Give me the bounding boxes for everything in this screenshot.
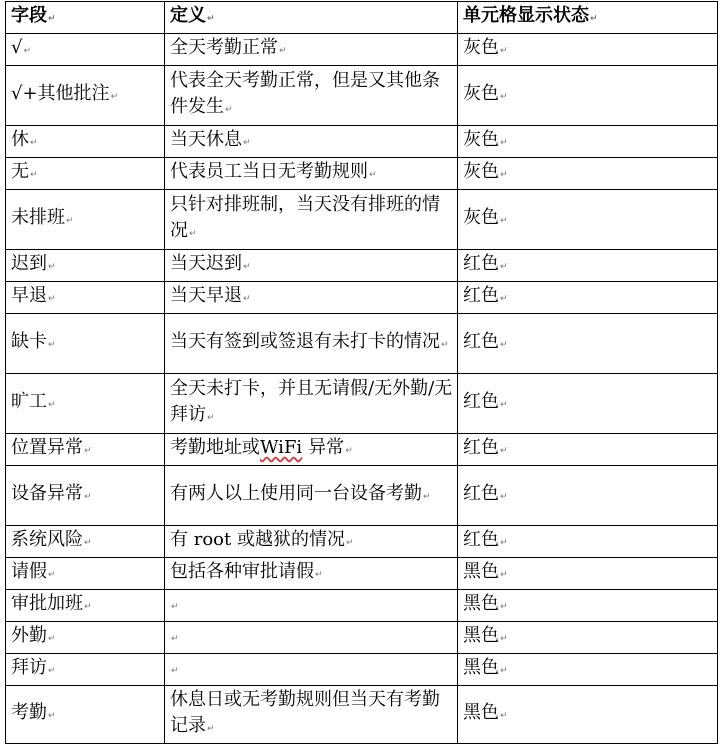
paragraph-mark-icon [500, 446, 508, 456]
field-cell: 审批加班↵ [6, 590, 165, 622]
definition-cell: 休息日或无考勤规则但当天有考勤记录↵ [165, 686, 458, 744]
paragraph-mark-icon [84, 602, 92, 612]
paragraph-mark-icon [500, 711, 508, 721]
paragraph-mark-icon [225, 105, 233, 115]
paragraph-mark-icon [423, 492, 431, 502]
definition-cell: 全天考勤正常↵ [165, 34, 458, 66]
definition-cell: 考勤地址或WiFi 异常↵ [165, 434, 458, 466]
definition-cell: 当天休息↵ [165, 126, 458, 158]
paragraph-mark-icon [30, 170, 38, 180]
paragraph-mark-icon [279, 46, 287, 56]
field-cell: 迟到↵ [6, 250, 165, 282]
definition-cell: 包括各种审批请假↵ [165, 558, 458, 590]
paragraph-mark-icon [48, 14, 56, 24]
paragraph-mark-icon [500, 294, 508, 304]
field-cell: 拜访↵ [6, 654, 165, 686]
field-cell: 早退↵ [6, 282, 165, 314]
header-cell: 定义↵ [165, 2, 458, 34]
field-cell: 系统风险↵ [6, 526, 165, 558]
paragraph-mark-icon [171, 634, 179, 644]
table-row [6, 686, 718, 744]
paragraph-mark-icon [345, 446, 353, 456]
table-row [6, 34, 718, 66]
paragraph-mark-icon [500, 216, 508, 226]
paragraph-mark-icon [30, 138, 38, 148]
document-page [5, 1, 718, 744]
status-cell: 红色↵ [458, 526, 718, 558]
paragraph-mark-icon [84, 538, 92, 548]
paragraph-mark-icon [171, 666, 179, 676]
field-cell: 休↵ [6, 126, 165, 158]
definition-cell: 当天迟到↵ [165, 250, 458, 282]
table-row [6, 590, 718, 622]
paragraph-mark-icon [207, 413, 215, 423]
status-cell: 灰色↵ [458, 66, 718, 126]
paragraph-mark-icon [500, 262, 508, 272]
paragraph-mark-icon [500, 602, 508, 612]
paragraph-mark-icon [189, 229, 197, 239]
table-row [6, 250, 718, 282]
table-row [6, 66, 718, 126]
status-cell: 灰色↵ [458, 190, 718, 250]
table-row [6, 526, 718, 558]
status-cell: 红色↵ [458, 250, 718, 282]
paragraph-mark-icon [315, 570, 323, 580]
field-cell: 位置异常↵ [6, 434, 165, 466]
paragraph-mark-icon [243, 138, 251, 148]
status-cell: 灰色↵ [458, 158, 718, 190]
paragraph-mark-icon [500, 138, 508, 148]
paragraph-mark-icon [500, 46, 508, 56]
paragraph-mark-icon [48, 666, 56, 676]
paragraph-mark-icon [500, 492, 508, 502]
field-cell: 外勤↵ [6, 622, 165, 654]
field-cell: 请假↵ [6, 558, 165, 590]
field-cell: 缺卡↵ [6, 314, 165, 374]
definition-cell: 当天早退↵ [165, 282, 458, 314]
paragraph-mark-icon [500, 170, 508, 180]
status-cell: 黑色↵ [458, 686, 718, 744]
paragraph-mark-icon [346, 538, 354, 548]
definition-cell: 只针对排班制，当天没有排班的情况↵ [165, 190, 458, 250]
field-cell: 设备异常↵ [6, 466, 165, 526]
paragraph-mark-icon [243, 294, 251, 304]
spellcheck-underlined-word: WiFi [260, 437, 303, 458]
definition-cell [165, 622, 458, 654]
paragraph-mark-icon [48, 711, 56, 721]
definition-cell: 当天有签到或签退有未打卡的情况↵ [165, 314, 458, 374]
paragraph-mark-icon [369, 170, 377, 180]
paragraph-mark-icon [500, 666, 508, 676]
field-cell: 考勤↵ [6, 686, 165, 744]
paragraph-mark-icon [243, 262, 251, 272]
paragraph-mark-icon [207, 14, 215, 24]
paragraph-mark-icon [500, 538, 508, 548]
status-cell: 黑色↵ [458, 590, 718, 622]
definition-cell: 有两人以上使用同一台设备考勤↵ [165, 466, 458, 526]
paragraph-mark-icon [590, 14, 598, 24]
status-cell: 红色↵ [458, 374, 718, 434]
status-cell: 红色↵ [458, 434, 718, 466]
definition-cell [165, 654, 458, 686]
field-cell: √+其他批注↵ [6, 66, 165, 126]
paragraph-mark-icon [48, 634, 56, 644]
definition-cell: 代表全天考勤正常，但是又其他条件发生↵ [165, 66, 458, 126]
table-row [6, 558, 718, 590]
table-row [6, 374, 718, 434]
table-row [6, 158, 718, 190]
paragraph-mark-icon [500, 340, 508, 350]
table-row [6, 190, 718, 250]
definition-cell [165, 590, 458, 622]
paragraph-mark-icon [48, 570, 56, 580]
status-cell: 红色↵ [458, 282, 718, 314]
table-row [6, 126, 718, 158]
table-row [6, 434, 718, 466]
status-cell: 红色↵ [458, 314, 718, 374]
paragraph-mark-icon [171, 602, 179, 612]
table-row [6, 654, 718, 686]
paragraph-mark-icon [500, 634, 508, 644]
paragraph-mark-icon [111, 92, 119, 102]
paragraph-mark-icon [84, 446, 92, 456]
header-cell: 单元格显示状态↵ [458, 2, 718, 34]
definition-cell: 全天未打卡，并且无请假/无外勤/无拜访↵ [165, 374, 458, 434]
paragraph-mark-icon [48, 340, 56, 350]
status-cell: 黑色↵ [458, 622, 718, 654]
paragraph-mark-icon [500, 570, 508, 580]
paragraph-mark-icon [500, 92, 508, 102]
table-row [6, 314, 718, 374]
field-cell: 未排班↵ [6, 190, 165, 250]
paragraph-mark-icon [441, 340, 449, 350]
definition-cell: 有 root 或越狱的情况↵ [165, 526, 458, 558]
status-cell: 灰色↵ [458, 126, 718, 158]
status-cell: 灰色↵ [458, 34, 718, 66]
table-row [6, 622, 718, 654]
paragraph-mark-icon [84, 492, 92, 502]
table-header-row [6, 2, 718, 34]
header-cell: 字段↵ [6, 2, 165, 34]
field-cell: 无↵ [6, 158, 165, 190]
paragraph-mark-icon [207, 724, 215, 734]
paragraph-mark-icon [500, 400, 508, 410]
definition-cell: 代表员工当日无考勤规则↵ [165, 158, 458, 190]
paragraph-mark-icon [23, 46, 31, 56]
field-cell: 旷工↵ [6, 374, 165, 434]
table-row [6, 466, 718, 526]
table-row [6, 282, 718, 314]
field-cell: √↵ [6, 34, 165, 66]
attendance-status-table [5, 1, 718, 744]
paragraph-mark-icon [48, 294, 56, 304]
status-cell: 黑色↵ [458, 558, 718, 590]
paragraph-mark-icon [66, 216, 74, 226]
status-cell: 红色↵ [458, 466, 718, 526]
paragraph-mark-icon [48, 262, 56, 272]
paragraph-mark-icon [48, 400, 56, 410]
status-cell: 黑色↵ [458, 654, 718, 686]
